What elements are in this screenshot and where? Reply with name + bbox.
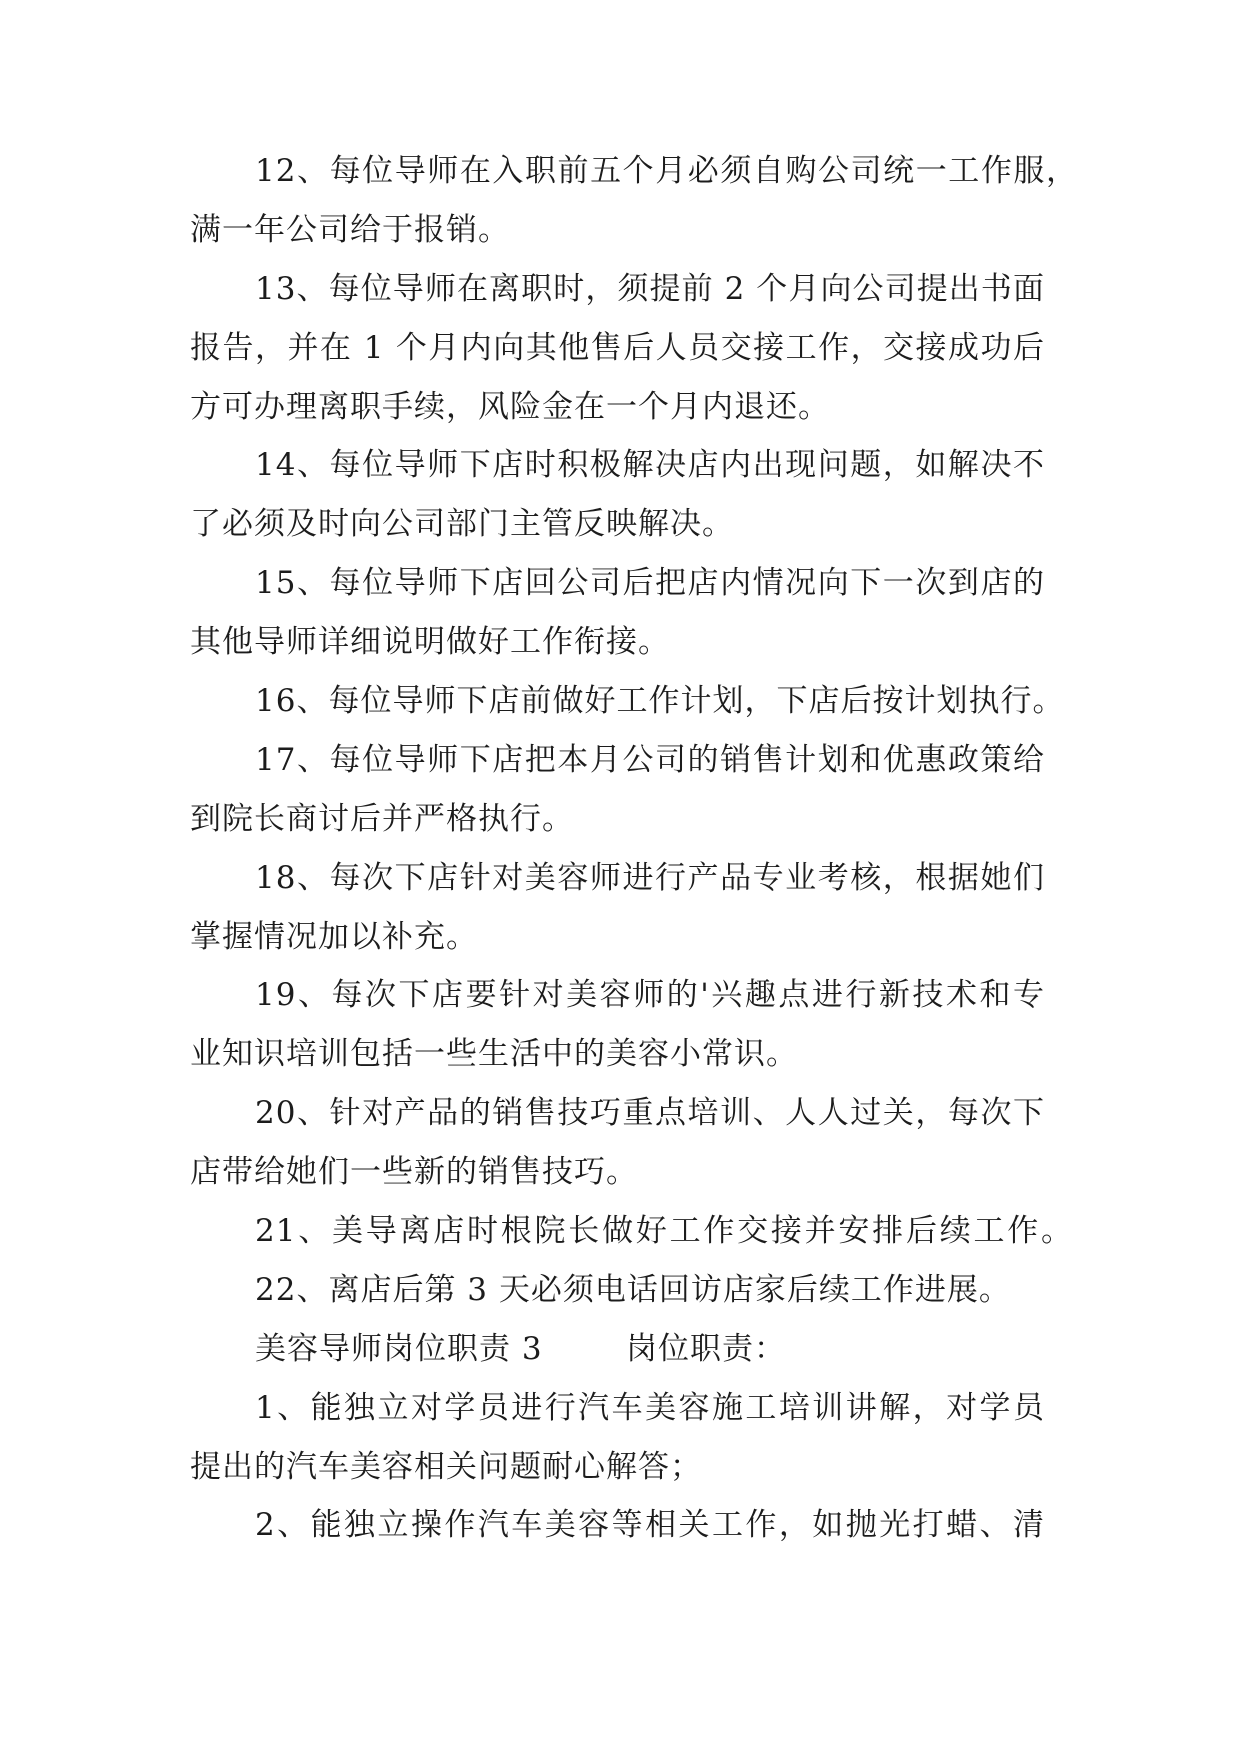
text-line: 2、能独立操作汽车美容等相关工作，如抛光打蜡、清 (255, 1507, 1045, 1544)
duty-item-2 (190, 1496, 1045, 1555)
text-line: 18、每次下店针对美容师进行产品专业考核，根据她们 (255, 859, 1045, 896)
text-line: 报告，并在 1 个月内向其他售后人员交接工作，交接成功后 (190, 329, 1045, 366)
text-line: 业知识培训包括一些生活中的美容小常识。 (190, 1036, 798, 1073)
text-line: 了必须及时向公司部门主管反映解决。 (190, 506, 734, 543)
text-line: 12、每位导师在入职前五个月必须自购公司统一工作服， (255, 153, 1078, 189)
text-line: 1、能独立对学员进行汽车美容施工培训讲解，对学员 (255, 1389, 1045, 1426)
text-line: 22、离店后第 3 天必须电话回访店家后续工作进展。 (255, 1271, 1011, 1308)
text-line: 店带给她们一些新的销售技巧。 (190, 1154, 638, 1191)
section-heading (190, 1320, 1045, 1379)
rule-item-13 (190, 260, 1045, 437)
text-line: 到院长商讨后并严格执行。 (190, 800, 574, 837)
rule-item-22 (190, 1261, 1045, 1320)
text-line: 17、每位导师下店把本月公司的销售计划和优惠政策给 (255, 741, 1045, 778)
text-line: 21、美导离店时根院长做好工作交接并安排后续工作。 (255, 1213, 1073, 1250)
document-body (190, 142, 1078, 1555)
rule-item-16 (190, 672, 1065, 731)
duty-item-1 (190, 1379, 1045, 1497)
section-label: 岗位职责： (626, 1330, 786, 1367)
text-line: 19、每次下店要针对美容师的'兴趣点进行新技术和专 (255, 977, 1045, 1014)
text-line: 满一年公司给于报销。 (190, 211, 510, 248)
rule-item-14 (190, 436, 1045, 554)
text-line: 方可办理离职手续，风险金在一个月内退还。 (190, 388, 830, 425)
rule-item-20 (190, 1084, 1045, 1202)
text-line: 提出的汽车美容相关问题耐心解答； (190, 1448, 702, 1485)
rule-item-17 (190, 731, 1045, 849)
rule-item-18 (190, 849, 1045, 967)
rule-item-21 (190, 1202, 1073, 1261)
section-title: 美容导师岗位职责 3 (255, 1330, 543, 1367)
text-line: 其他导师详细说明做好工作衔接。 (190, 624, 670, 661)
rule-item-19 (190, 966, 1045, 1084)
rule-item-12 (190, 142, 1078, 260)
text-line: 14、每位导师下店时积极解决店内出现问题，如解决不 (255, 447, 1045, 484)
text-line: 13、每位导师在离职时，须提前 2 个月向公司提出书面 (255, 270, 1045, 307)
text-line: 16、每位导师下店前做好工作计划，下店后按计划执行。 (255, 683, 1065, 720)
rule-item-15 (190, 554, 1045, 672)
text-line: 20、针对产品的销售技巧重点培训、人人过关，每次下 (255, 1095, 1045, 1132)
text-line: 15、每位导师下店回公司后把店内情况向下一次到店的 (255, 565, 1045, 602)
text-line: 掌握情况加以补充。 (190, 918, 478, 955)
